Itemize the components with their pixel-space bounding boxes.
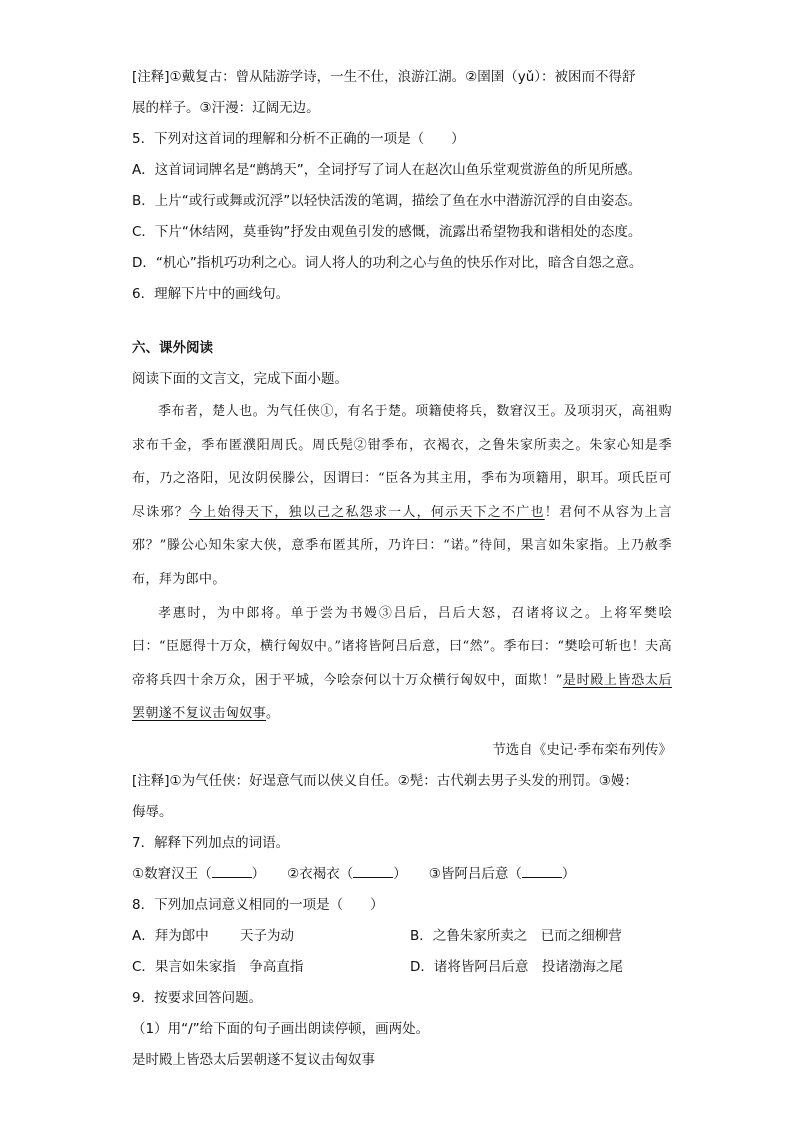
- classical-text: [132, 395, 672, 731]
- q7-item-1-label: ①数窘汉王（: [132, 865, 212, 882]
- q7-item-2-blank[interactable]: [353, 864, 393, 878]
- q7-item-2-close: ）: [393, 865, 407, 882]
- source-citation: 节选自《史记·季布栾布列传》: [492, 741, 672, 758]
- q7-items: [132, 859, 672, 890]
- section-title: 六、课外阅读: [132, 340, 213, 356]
- q8-option-a: A．拜为郎中 天子为动: [132, 927, 295, 944]
- document-page: [132, 62, 672, 1076]
- para1-text-a: 季布者，楚人也。为气任侠①，有名于楚。项籍使将兵，数窘汉王。及项羽灭，高祖购求布千金，季布匿濮阳周氏。周氏髡②钳季布，衣褐衣，之鲁朱家所卖之。朱家心知是季布，乃之洛阳，见汝阴侯滕公，因谓曰：“臣各为其主用，季布为项籍用，职耳。项氏臣可尽诛邪？: [132, 404, 672, 520]
- q8-option-d: D．诸将皆阿吕后意 投诸渤海之尾: [410, 958, 623, 975]
- q8-option-c: C．果言如朱家指 争高直指: [132, 958, 304, 975]
- q5-stem: 5．下列对这首词的理解和分析不正确的一项是（ ）: [132, 131, 465, 147]
- q5-option-b: B．上片“或行或舞或沉浮”以轻快活泼的笔调，描绘了鱼在水中潜游沉浮的自由姿态。: [132, 193, 642, 209]
- text-note: [132, 766, 672, 828]
- q8-option-b: B．之鲁朱家所卖之 已而之细柳营: [410, 927, 622, 944]
- q7-item-3-close: ）: [561, 865, 576, 882]
- para2-underlined-sentence: 是时殿上皆恐太后罢朝遂不复议击匈奴事: [132, 672, 672, 722]
- section-intro: 阅读下面的文言文，完成下面小题。: [132, 371, 348, 387]
- para2-text-a: 孝惠时，为中郎将。单于尝为书嫚③吕后，吕后大怒，召诸将议之。上将军樊哙曰：“臣愿得十万众，横行匈奴中。”诸将皆阿吕后意，曰“然”。季布曰：“樊哙可斩也！夫高帝将兵四十余万众，困于平城，今哙奈何以十万众横行匈奴中，面欺！”: [132, 605, 672, 688]
- q9-sentence: 是时殿上皆恐太后罢朝遂不复议击匈奴事: [132, 1051, 375, 1068]
- classical-paragraph-1: [132, 395, 672, 597]
- classical-paragraph-2: [132, 597, 672, 731]
- q7-item-3-blank[interactable]: [522, 864, 562, 878]
- text-note-line-2: 侮辱。: [132, 803, 173, 820]
- q9-stem: 9．按要求回答问题。: [132, 989, 263, 1006]
- q6-stem: 6．理解下片中的画线句。: [132, 286, 290, 302]
- q7-item-2-label: ②衣褐衣（: [287, 865, 354, 882]
- q8-options-row-2: [132, 952, 672, 983]
- poem-note: [132, 62, 672, 124]
- para2-text-end: 。: [266, 706, 280, 722]
- para1-underlined-sentence: 今上始得天下，独以己之私怨求一人，何示天下之不广也: [188, 504, 545, 520]
- q5-option-c: C．下片“休结网，莫垂钩”抒发由观鱼引发的感慨，流露出希望物我和谐相处的态度。: [132, 224, 642, 240]
- poem-note-line-2: 展的样子。③汗漫：辽阔无边。: [132, 100, 320, 116]
- text-note-line-1: [注释]①为气任侠：好逞意气而以侠义自任。②髡：古代剃去男子头发的刑罚。③嫚：: [132, 772, 638, 789]
- q9-sub-1: （1）用“/”给下面的句子画出朗读停顿，画两处。: [132, 1020, 430, 1037]
- q5-option-d: D．“机心”指机巧功利之心。词人将人的功利之心与鱼的快乐作对比，暗含自怨之意。: [132, 255, 643, 271]
- q5-option-a: A．这首词词牌名是“鹧鸪天”，全词抒写了词人在赵次山鱼乐堂观赏游鱼的所见所感。: [132, 162, 642, 178]
- q7-item-1-blank[interactable]: [212, 864, 252, 878]
- q7-stem: 7．解释下列加点的词语。: [132, 834, 290, 851]
- q8-stem: 8．下列加点词意义相同的一项是（ ）: [132, 896, 384, 913]
- q8-options-row-1: [132, 921, 672, 952]
- para1-text-b: ！君何不从容为上言邪？”滕公心知朱家大侠，意季布匿其所，乃许曰：“诺。”待间，果言如朱家指。上乃赦季布，拜为郎中。: [132, 504, 672, 587]
- q7-item-1-close: ）: [251, 865, 266, 882]
- q7-item-3-label: ③皆阿吕后意（: [428, 865, 522, 882]
- poem-note-line-1: [注释]①戴复古：曾从陆游学诗，一生不仕，浪游江湖。②圉圉（yǔ）：被困而不得舒: [132, 69, 636, 85]
